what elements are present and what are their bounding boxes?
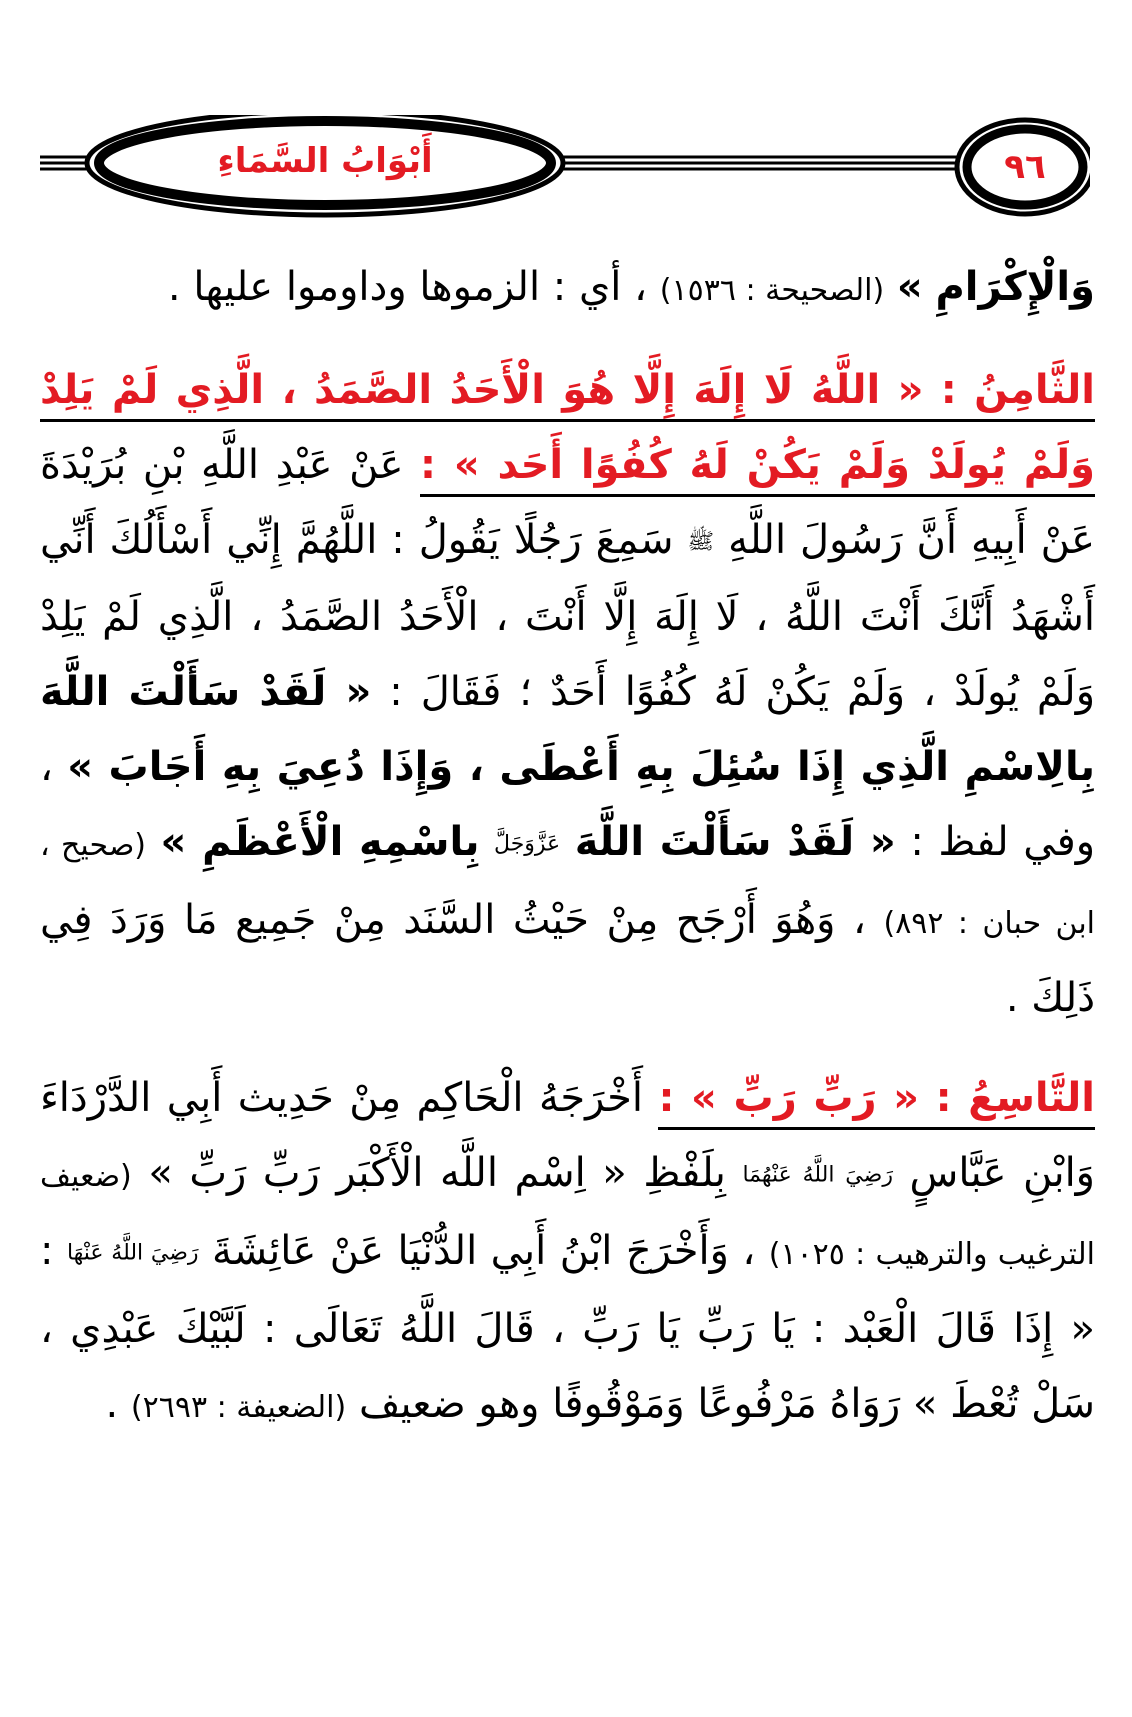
hadith-quote: « لَقَدْ سَأَلْتَ اللَّهَ (574, 818, 896, 865)
paragraph-text: ، وَهُوَ أَرْجَح مِنْ حَيْثُ السَّنَد مِنْ جَمِيع مَا وَرَدَ فِي ذَلِكَ . (40, 896, 1095, 1021)
honorific-icon: ﷺ (687, 529, 715, 555)
paragraph-3 (40, 1061, 1095, 1445)
paragraph-end: . (105, 1380, 119, 1427)
reference: (الصحيحة : ١٥٣٦) (659, 273, 885, 308)
section-heading-ninth: التَّاسِعُ : « رَبِّ رَبِّ » : (658, 1075, 1095, 1130)
reference: (الضعيفة : ٢٦٩٣) (130, 1389, 347, 1425)
paragraph-text: أَخْرَجَهُ الْحَاكِم مِنْ حَدِيث أَبِي الدَّرْدَاءَ وَابْنِ عَبَّاسٍ (40, 1074, 1096, 1196)
paragraph-1 (40, 250, 1095, 328)
paragraph-text: ، أي : الزموها وداوموا عليها . (167, 264, 648, 310)
page-body (40, 250, 1095, 1445)
running-title: أَبْوَابُ السَّمَاءِ (217, 141, 433, 181)
paragraph-text: ، وفي لفظ : (40, 743, 1096, 865)
hadith-quote: بِاسْمِهِ الْأَعْظَمِ » (160, 818, 480, 865)
quote-end-word: وَالْإِكْرَامِ (935, 264, 1095, 310)
page-number: ٩٦ (1004, 147, 1046, 187)
paragraph-text: سَمِعَ رَجُلًا يَقُولُ : اللَّهُمَّ إِنِّي أَسْأَلُكَ أَنِّي أَشْهَدُ أَنَّكَ أَنْتَ اللَّهُ ، لَا إِلَهَ إِلَّا أَنْتَ ، الْأَحَدُ الصَّمَدُ ، الَّذِي لَمْ يَلِدْ وَلَمْ يُولَدْ ، وَلَمْ يَكُنْ لَهُ كُفُوًا أَحَدٌ ؛ فَقَالَ : (40, 517, 1096, 715)
paragraph-text: : « إِذَا قَالَ الْعَبْد : يَا رَبِّ يَا رَبِّ ، قَالَ اللَّهُ تَعَالَى : لَبَّيْكَ عَبْدِي ، سَلْ تُعْطَ » رَوَاهُ مَرْفُوعًا وَمَوْقُوفًا وهو ضعيف (40, 1227, 1095, 1427)
paragraph-text: بِلَفْظِ « اِسْم اللَّه الْأَكْبَر رَبِّ رَبِّ » (148, 1149, 726, 1196)
reference: (صحيح ، ابن حبان : ٨٩٢) (40, 827, 1095, 941)
quote-mark: » (896, 264, 923, 310)
section-heading-eighth: الثَّامِنُ : « اللَّهُ لَا إِلَهَ إِلَّا هُوَ الْأَحَدُ الصَّمَدُ ، الَّذِي لَمْ يَلِدْ وَلَمْ يُولَدْ وَلَمْ يَكُنْ لَهُ كُفُوًا أَحَد » : (40, 367, 1095, 497)
page-header (40, 115, 1090, 230)
paragraph-2 (40, 353, 1095, 1036)
honorific-icon: رَضِيَ اللَّهُ عَنْهُمَا (742, 1162, 893, 1187)
reference: (ضعيف الترغيب والترهيب : ١٠٢٥) (40, 1158, 1095, 1272)
hadith-quote: « لَقَدْ سَأَلْتَ اللَّهَ بِالِاسْمِ الَّذِي إِذَا سُئِلَ بِهِ أَعْطَى ، وَإِذَا دُعِيَ بِهِ أَجَابَ » (40, 668, 1096, 790)
paragraph-text: عَنْ عَبْدِ اللَّهِ بْنِ بُرَيْدَةَ عَنْ أَبِيهِ أَنَّ رَسُولَ اللَّهِ (40, 442, 1095, 563)
paragraph-text: ، وَأَخْرَجَ ابْنُ أَبِي الدُّنْيَا عَنْ عَائِشَةَ (212, 1227, 756, 1274)
honorific-icon: عَزَّوَجَلَّ (494, 831, 561, 856)
honorific-icon: رَضِيَ اللَّهُ عَنْهَا (66, 1240, 199, 1265)
